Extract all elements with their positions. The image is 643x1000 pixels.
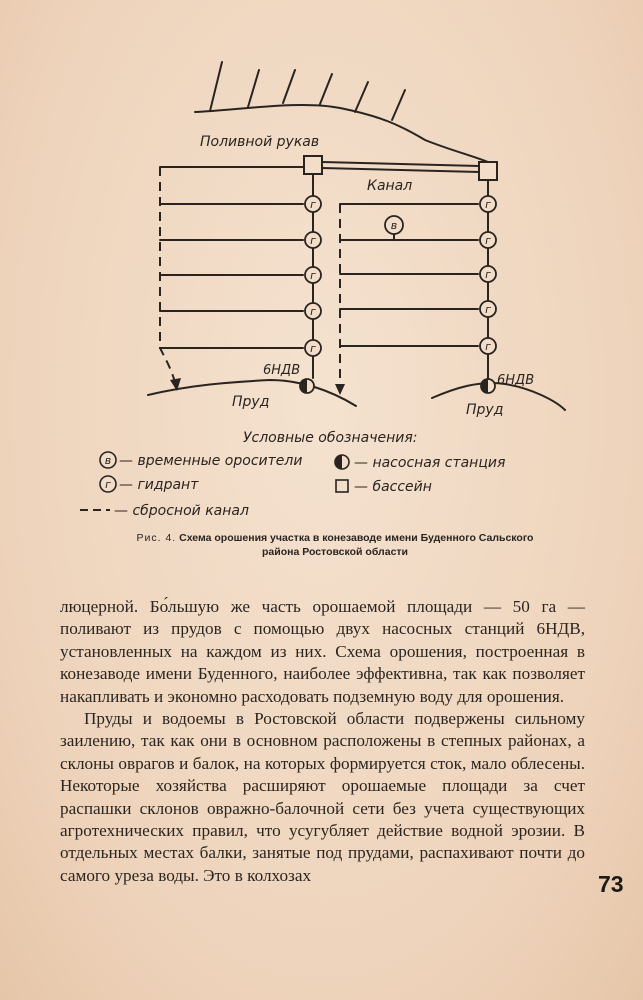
legend-pump-symbol — [335, 455, 349, 469]
figure-text: г — [310, 234, 316, 247]
legend-pump-text: — насосная станция — [354, 455, 506, 471]
basin-right — [479, 162, 497, 180]
paragraph: люцерной. Бо́льшую же часть орошаемой площади — 50 га — поливают из прудов с помощью двух насосных станций 6НДВ, установленных на каждом из них. Схема орошения, построенная в конезаводе имени Буденного, наиболее эффективна, так как позволяет накапливать и экономно расходовать подземную воду для орошения. — [60, 597, 585, 706]
canal-line — [322, 168, 479, 172]
ground-tick — [355, 82, 368, 112]
figure-text: г — [485, 268, 491, 281]
ground-tick — [210, 62, 222, 111]
figure-caption-label: Рис. 4. — [136, 532, 177, 544]
figure-text: г — [310, 198, 316, 211]
ground-tick — [248, 70, 259, 107]
canal-line — [322, 162, 479, 166]
legend-hydrant-text: — гидрант — [119, 477, 199, 493]
hose-label: Поливной рукав — [200, 134, 320, 150]
pump-label-left: 6НДВ — [263, 363, 301, 378]
drain-canal-left — [160, 167, 176, 386]
figure-text: г — [485, 234, 491, 247]
figure-caption-text: Схема орошения участка в конезаводе имени Буденного Сальского района Ростовской области — [179, 532, 534, 558]
figure-text: в — [104, 454, 112, 467]
ground-tick — [320, 74, 332, 104]
legend-sprinkler-text: — временные оросители — [119, 453, 303, 469]
figure-text: г — [310, 269, 316, 282]
pump-label-right: 6НДВ — [497, 373, 535, 388]
figure-text: в — [390, 219, 398, 232]
figure-caption — [120, 531, 550, 559]
legend-title: Условные обозначения: — [243, 430, 418, 446]
figure-text: г — [310, 342, 316, 355]
pond-label-left: Пруд — [232, 394, 270, 410]
pump-station-icon — [300, 379, 314, 393]
canal-label: Канал — [367, 178, 413, 194]
figure-text: г — [485, 198, 491, 211]
ground-tick — [283, 70, 295, 103]
figure-text: г — [485, 303, 491, 316]
legend-drain-text: — сбросной канал — [114, 503, 249, 519]
legend-basin-symbol — [336, 480, 348, 492]
pond-label-right: Пруд — [466, 402, 504, 418]
figure-text: г — [105, 478, 111, 491]
legend-basin-text: — бассейн — [354, 479, 432, 495]
figure-text: г — [310, 305, 316, 318]
basin-left — [304, 156, 322, 174]
body-text — [60, 596, 585, 887]
drain-arrow-icon — [335, 384, 345, 395]
paragraph: Пруды и водоемы в Ростовской области подвержены сильному заилению, так как они в основном расположены в степных районах, а склоны оврагов и балок, на которых формируется сток, мало облесены. Некоторые хозяйства расширяют орошаемые площади за счет распашки склонов овражно-балочной сети без учета существующих агротехнических правил, что усугубляет действие водной эрозии. В отдельных местах балки, занятые под прудами, распахивают почти до самого уреза воды. Это в колхозах — [60, 709, 585, 885]
page-number: 73 — [598, 871, 624, 897]
figure-text: г — [485, 340, 491, 353]
ground-tick — [392, 90, 405, 120]
pump-station-icon — [481, 379, 495, 393]
